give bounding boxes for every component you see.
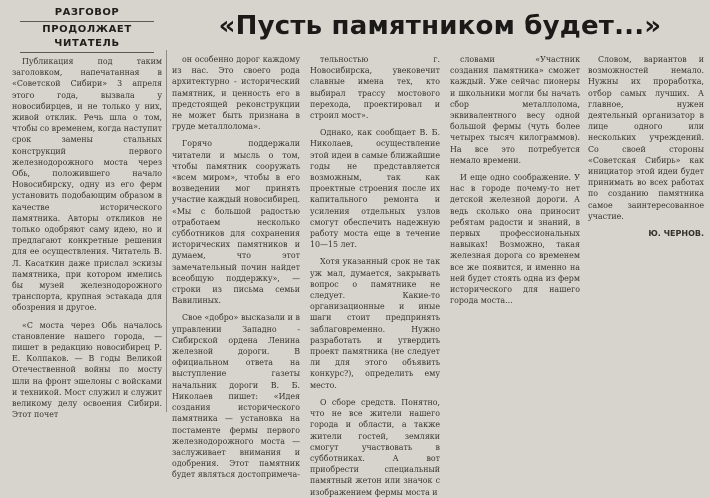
article-headline: «Пусть памятником будет...» bbox=[218, 11, 662, 41]
article-column-4 bbox=[450, 54, 580, 412]
rubric-line-1: РАЗГОВОР bbox=[54, 7, 120, 18]
paragraph: Однако, как сообщает В. Б. Николаев, осуществление этой идеи в самые ближайшие годы не представляется возможным, так как проектные строения после их капитального ремонта и усиления отдельных узлов смогут обеспечить надежную работу моста еще в течение 10—15 лет. bbox=[310, 128, 440, 250]
rubric-rule bbox=[20, 21, 154, 22]
article-column-1 bbox=[12, 56, 162, 420]
author-signature: Ю. ЧЕРНОВ. bbox=[648, 229, 704, 239]
rubric bbox=[12, 6, 162, 54]
paragraph: О сборе средств. Понятно, что не все жители нашего города и области, а также жители гостей, земляки смогут участвовать в субботниках. А вот приобрести специальный памятный жетон или значок с изображением фермы моста и bbox=[310, 397, 440, 497]
article-column-5 bbox=[588, 54, 704, 412]
paragraph: И еще одно соображение. У нас в городе почему-то нет детской железной дороги. А ведь сколько она приносит ребятам радости и знаний, в первых профессиональных навыках! Возможно, такая железная дорога со временем все же появится, и именно на ней будет стоять одна из ферм исторического для нашего города моста... bbox=[450, 173, 580, 306]
paragraph: Публикация под таким заголовком, напечатанная в «Советской Сибири» 3 апреля этого года, вызвала у новосибирцев, и не только у них, живой отклик. Речь шла о том, чтобы со временем, когда наступит срок замены стальных конструкций первого железнодорожного моста через Обь, положившего начало Новосибирску, одну из его ферм установить подобающим образом в качестве исторического памятника. Авторы откликов не только одобряют саму идею, но и предлагают конкретные решения для ее осуществления. Читатель В. Л. Касаткин даже прислал эскизы памятника, при котором имелись бы музей железнодорожного транспорта, крупная эстакада для обозрения и другое. bbox=[12, 57, 162, 313]
paragraph: Свое «добро» высказали и в управлении Западно - Сибирской ордена Ленина железной дороги. В официальном ответа на выступление газеты начальник дороги В. Б. Николаев пишет: «Идея создания исторического памятника — установка на постаменте фермы первого железнодорожного моста — заслуживает внимания и одобрения. Этот памятник будет являться достопримеча- bbox=[172, 313, 300, 480]
paragraph: Словом, вариантов и возможностей немало. Нужны их проработка, отбор самых лучших. А главное, нужен деятельный организатор в лице одного или нескольких учреждений. Со своей стороны «Советская Сибирь» как инициатор этой идеи будет принимать во всех работах по созданию памятника самое заинтересованное участие. bbox=[588, 55, 704, 221]
rubric-rule bbox=[20, 52, 154, 53]
article-column-3 bbox=[310, 54, 440, 497]
paragraph: Горячо поддержали читатели и мысль о том, чтобы памятник сооружать «всем миром», чтобы в его возведении мог принять участие каждый новосибирец. «Мы с большой радостью отработаем несколько субботников для сохранения исторических памятников и думаем, что этот замечательный почин найдет всеобщую поддержку», — строки из письма семьи Вавилиных. bbox=[172, 139, 300, 306]
paragraph: «С моста через Обь началось становление нашего города, — пишет в редакцию новосибирец Р. Е. Колпаков. — В годы Великой Отечественной войны по мосту шли на фронт эшелоны с войсками и техникой. Мост служил и служит великому делу освоения Сибири. Этот почет bbox=[12, 320, 162, 420]
paragraph: тельностью г. Новосибирска, увековечит славные имена тех, кто выбирал трассу мостового перехода, проектировал и строил мост». bbox=[310, 55, 440, 121]
rubric-line-2: ПРОДОЛЖАЕТ ЧИТАТЕЛЬ bbox=[42, 24, 132, 49]
paragraph: словами «Участник создания памятника» сможет каждый. Уже сейчас пионеры и школьники могли бы начать сбор металлолома, эквивалентного весу одной большой фермы (чуть более четырех тысяч килограммов). На все это потребуется немало времени. bbox=[450, 55, 580, 165]
paragraph: Хотя указанный срок не так уж мал, думается, закрывать вопрос о памятнике не следует. Какие-то организационные и иные шаги стоит предпринять заблаговременно. Нужно разработать и утвердить проект памятника (не следует ли для этого объявить конкурс?), определить ему место. bbox=[310, 257, 440, 390]
column-divider bbox=[166, 50, 167, 412]
paragraph: он особенно дорог каждому из нас. Это своего рода архитектурно - исторический памятник, и ценность его в предстоящей реконструкции не может быть признана в груде металлолома». bbox=[172, 55, 300, 132]
article-column-2 bbox=[172, 54, 300, 480]
